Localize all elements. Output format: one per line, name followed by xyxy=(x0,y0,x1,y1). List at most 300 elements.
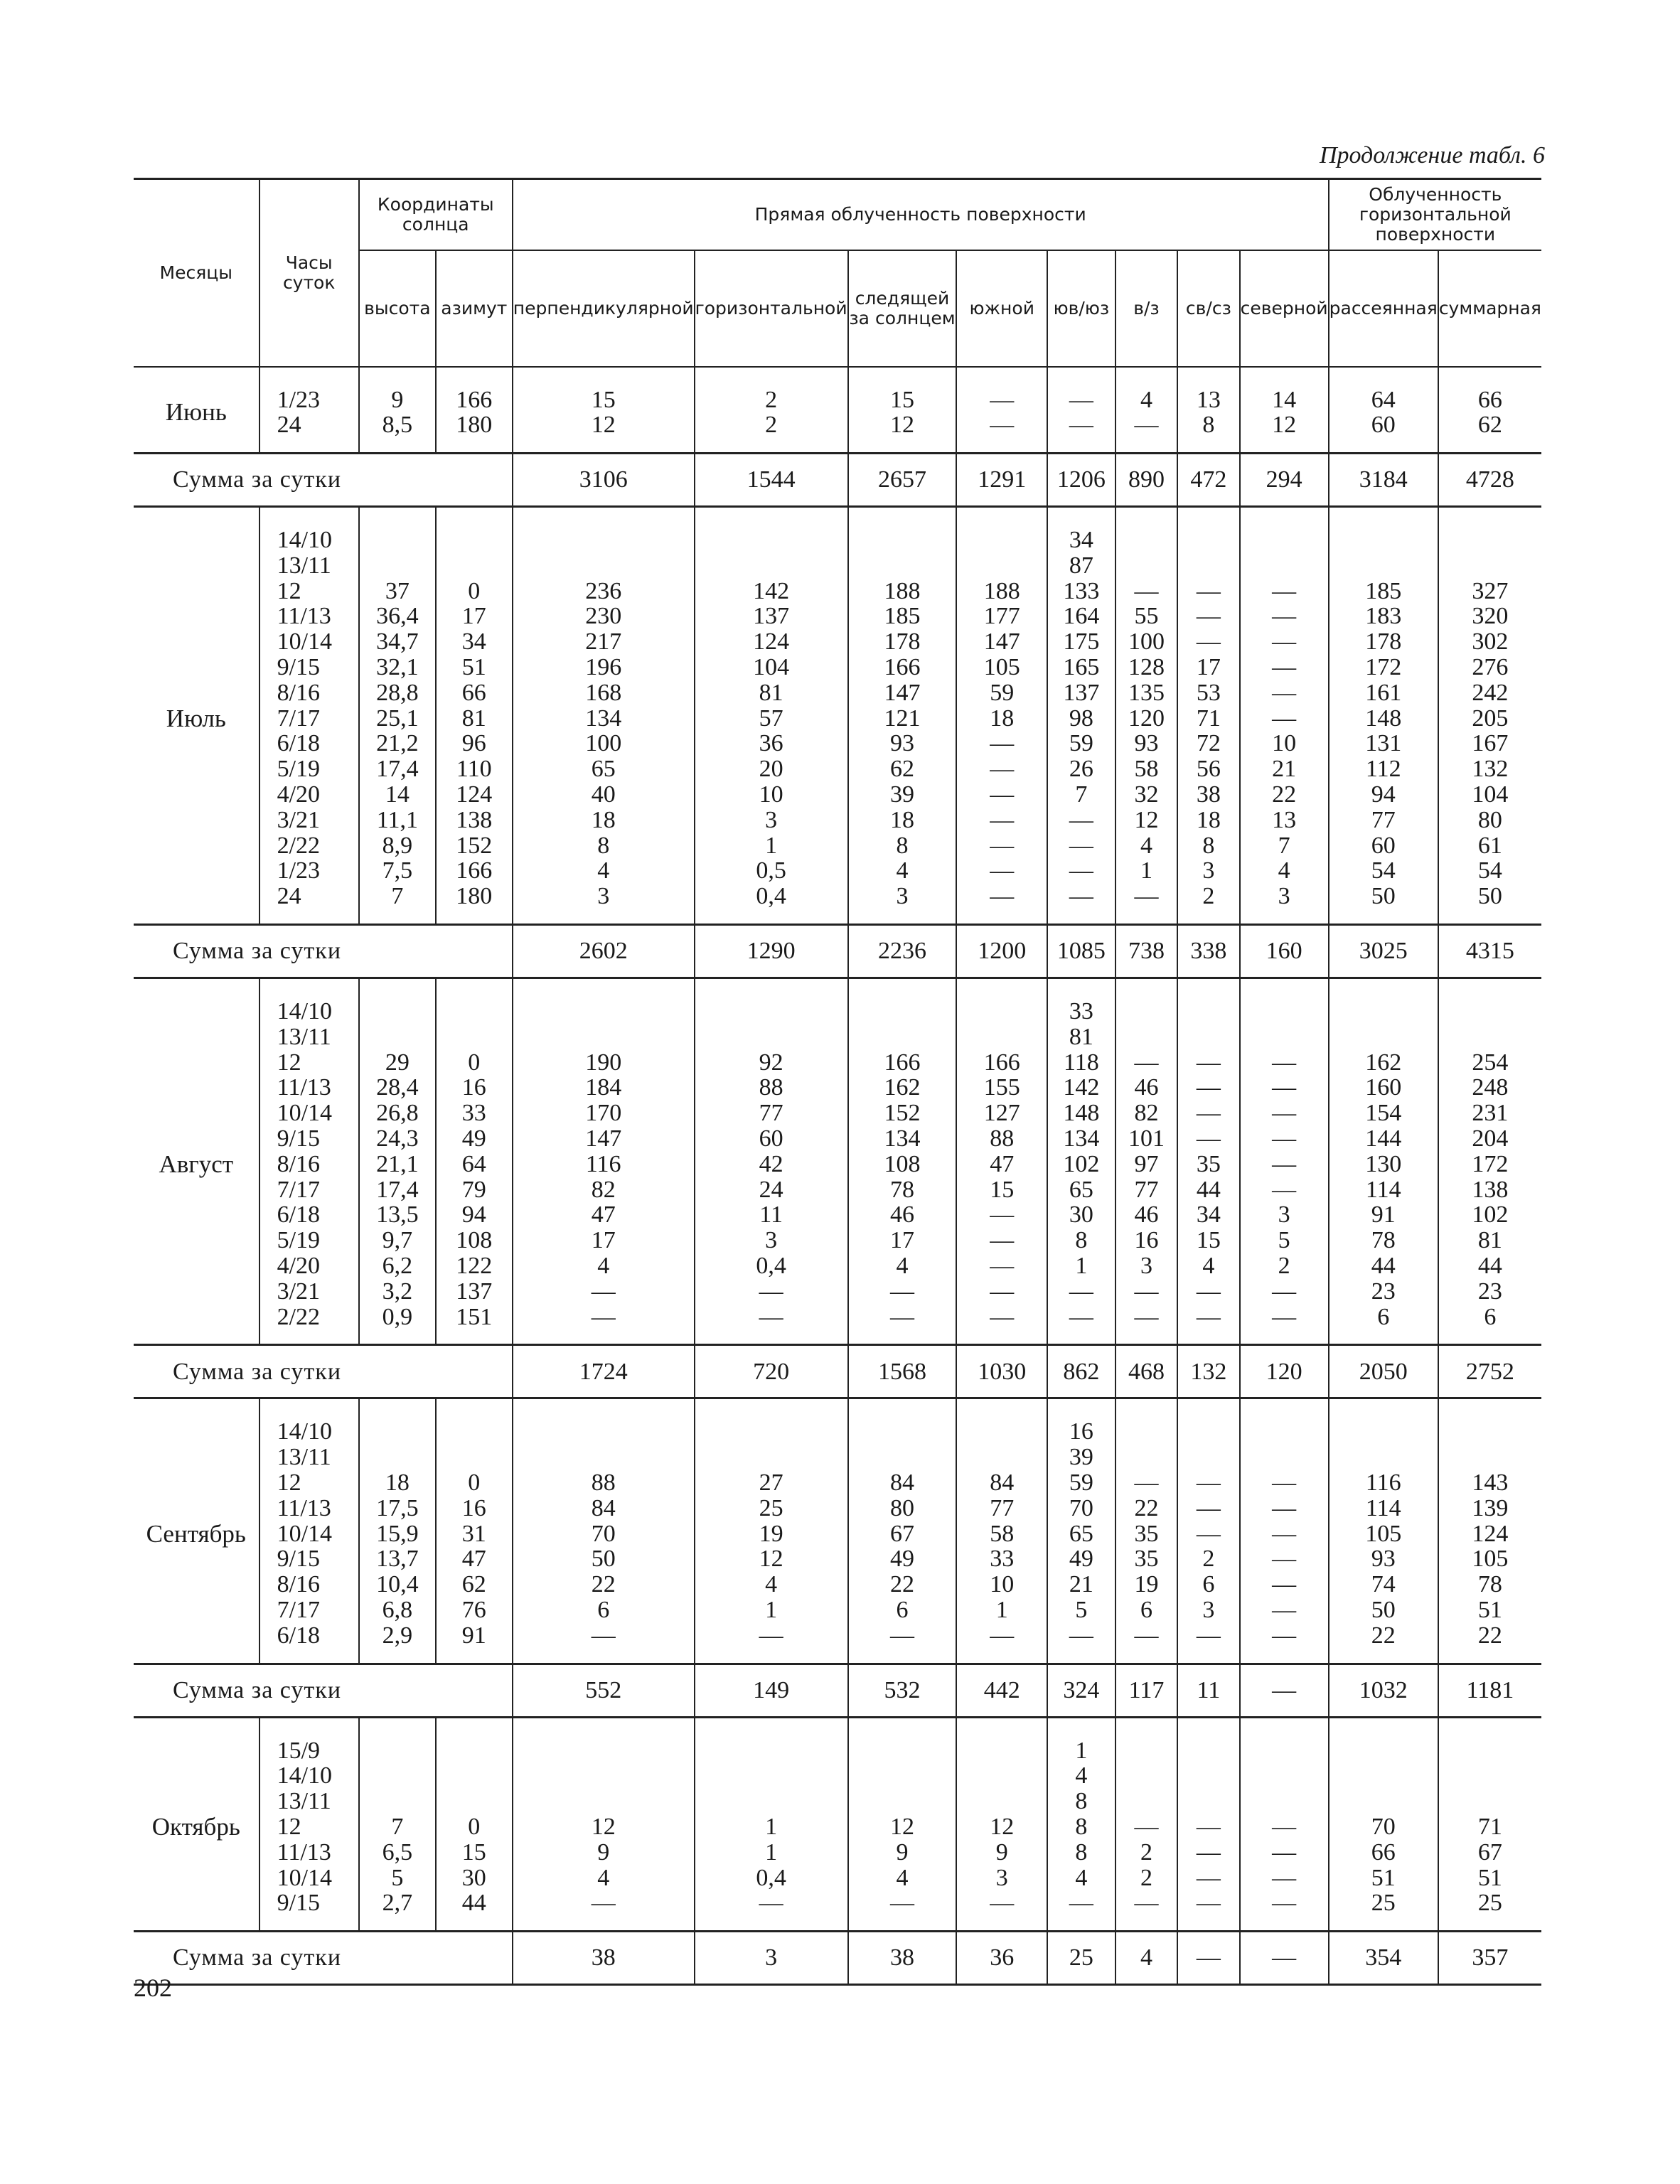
cell-value: 180 xyxy=(456,412,493,439)
daily-sum-value: 149 xyxy=(695,1664,848,1717)
cell-value xyxy=(513,1763,694,1789)
cell-value: — xyxy=(1134,1890,1159,1917)
cell-value: 22 xyxy=(1477,1622,1502,1649)
cell-value: — xyxy=(990,781,1015,808)
cell-value: — xyxy=(1272,628,1297,655)
cell-value: 1 xyxy=(765,1838,778,1866)
header-tracking: следящей за солнцем xyxy=(848,250,957,367)
cell-value: 151 xyxy=(456,1303,493,1330)
daily-sum-value: 25 xyxy=(1047,1932,1115,1985)
cell-value xyxy=(360,1789,435,1814)
cell-value xyxy=(1241,1789,1328,1814)
month-name: Июнь xyxy=(165,398,227,427)
cell-value xyxy=(437,553,512,579)
cell-value: 57 xyxy=(759,705,783,732)
cell-value xyxy=(849,1024,956,1050)
cell-value: 1 xyxy=(765,1596,778,1623)
cell-value xyxy=(1241,553,1328,579)
cell-value: 77 xyxy=(1371,806,1396,833)
cell-value: 116 xyxy=(1365,1470,1401,1496)
cell-value: — xyxy=(759,1622,783,1649)
daily-sum-value: 1724 xyxy=(513,1345,695,1398)
cell-value: 50 xyxy=(591,1546,616,1573)
cell-value: 320 xyxy=(1472,603,1509,630)
cell-value: 6/18 xyxy=(277,1622,321,1649)
cell-value: 51 xyxy=(461,654,486,681)
cell-value: — xyxy=(990,883,1015,910)
cell-value xyxy=(1116,1738,1177,1764)
month-name: Август xyxy=(159,1150,234,1178)
cell-value: 185 xyxy=(1365,577,1402,604)
cell-value xyxy=(360,1738,435,1764)
cell-value: 27 xyxy=(759,1470,783,1496)
cell-value: — xyxy=(1069,806,1093,833)
cell-value xyxy=(849,1445,956,1470)
cell-value: — xyxy=(1272,1596,1297,1623)
cell-value: 6,2 xyxy=(382,1253,413,1280)
cell-value: 6/18 xyxy=(277,730,321,757)
data-column-6 xyxy=(956,507,1047,925)
cell-value: 230 xyxy=(585,603,622,630)
cell-value: 66 xyxy=(1477,386,1502,413)
cell-value: 196 xyxy=(585,654,622,681)
cell-value: 24 xyxy=(759,1176,783,1203)
daily-sum-row xyxy=(134,1345,1541,1398)
cell-value: 124 xyxy=(753,628,790,655)
cell-value: 2 xyxy=(765,412,778,439)
cell-value: 130 xyxy=(1365,1150,1402,1177)
cell-value: 93 xyxy=(1134,730,1159,757)
cell-value: 231 xyxy=(1472,1100,1509,1127)
cell-value: 102 xyxy=(1472,1201,1509,1228)
cell-value: 204 xyxy=(1472,1125,1509,1152)
cell-value xyxy=(360,1763,435,1789)
cell-value: — xyxy=(1134,1278,1159,1305)
data-column-1 xyxy=(359,367,436,454)
cell-value: 15/9 xyxy=(277,1737,321,1764)
cell-value: 9 xyxy=(896,1838,909,1866)
cell-value: — xyxy=(990,806,1015,833)
cell-value: — xyxy=(990,1201,1015,1228)
cell-value: — xyxy=(1272,1494,1297,1521)
cell-value: 10 xyxy=(759,781,783,808)
cell-value xyxy=(360,1419,435,1445)
cell-value xyxy=(1241,1763,1328,1789)
daily-sum-value: 2050 xyxy=(1329,1345,1438,1398)
data-column-12 xyxy=(1438,1717,1541,1932)
data-column-0 xyxy=(260,1717,359,1932)
daily-sum-value: 120 xyxy=(1240,1345,1329,1398)
daily-sum-value: 4 xyxy=(1115,1932,1177,1985)
data-column-6 xyxy=(956,1398,1047,1664)
cell-value: 155 xyxy=(983,1074,1020,1101)
daily-sum-label: Сумма за сутки xyxy=(134,925,513,978)
cell-value xyxy=(1241,528,1328,553)
cell-value: 81 xyxy=(1069,1023,1093,1050)
cell-value: 6/18 xyxy=(277,1201,321,1228)
cell-value: 8 xyxy=(1075,1813,1088,1840)
daily-sum-value: 3184 xyxy=(1329,454,1438,507)
cell-value: 19 xyxy=(1134,1571,1159,1598)
cell-value: 154 xyxy=(1365,1100,1402,1127)
cell-value: 91 xyxy=(1371,1201,1396,1228)
cell-value: 15 xyxy=(1196,1227,1221,1254)
daily-sum-value: 160 xyxy=(1240,925,1329,978)
cell-value: 1 xyxy=(1140,857,1152,884)
cell-value: 4/20 xyxy=(277,781,321,808)
cell-value: — xyxy=(990,1890,1015,1917)
daily-sum-value: 4728 xyxy=(1438,454,1541,507)
data-column-1 xyxy=(359,978,436,1345)
cell-value xyxy=(1439,528,1541,553)
cell-value: 20 xyxy=(759,756,783,783)
cell-value: 3 xyxy=(1140,1253,1152,1280)
cell-value: 88 xyxy=(759,1074,783,1101)
data-column-1 xyxy=(359,1717,436,1932)
cell-value: 93 xyxy=(1371,1546,1396,1573)
cell-value: 49 xyxy=(1069,1546,1093,1573)
data-column-5 xyxy=(848,367,957,454)
cell-value: 9 xyxy=(597,1838,610,1866)
cell-value: — xyxy=(1069,857,1093,884)
data-column-3 xyxy=(513,978,695,1345)
cell-value xyxy=(1439,1763,1541,1789)
cell-value xyxy=(513,1419,694,1445)
cell-value: 81 xyxy=(461,705,486,732)
cell-value xyxy=(957,1738,1047,1764)
daily-sum-label: Сумма за сутки xyxy=(134,454,513,507)
data-column-4 xyxy=(695,978,848,1345)
header-total: суммарная xyxy=(1438,250,1541,367)
cell-value: — xyxy=(1069,1278,1093,1305)
data-column-8 xyxy=(1115,1717,1177,1932)
cell-value: 183 xyxy=(1365,603,1402,630)
cell-value: 84 xyxy=(990,1470,1015,1496)
cell-value: 35 xyxy=(1134,1520,1159,1547)
cell-value: — xyxy=(990,1227,1015,1254)
cell-value: — xyxy=(1196,1813,1221,1840)
cell-value: 0,9 xyxy=(382,1303,413,1330)
cell-value: 2/22 xyxy=(277,832,321,859)
cell-value: 134 xyxy=(585,705,622,732)
data-column-1 xyxy=(359,1398,436,1664)
header-perpendicular: перпендикулярной xyxy=(513,250,695,367)
cell-value: — xyxy=(1272,1278,1297,1305)
cell-value: 97 xyxy=(1134,1150,1159,1177)
cell-value: 217 xyxy=(585,628,622,655)
cell-value: 18 xyxy=(385,1470,410,1496)
cell-value xyxy=(1329,1445,1438,1470)
cell-value: 77 xyxy=(759,1100,783,1127)
cell-value: 59 xyxy=(1069,730,1093,757)
cell-value xyxy=(849,553,956,579)
cell-value: — xyxy=(591,1278,616,1305)
cell-value: 2,9 xyxy=(382,1622,413,1649)
cell-value: 13/11 xyxy=(277,1788,331,1815)
cell-value: 170 xyxy=(585,1100,622,1127)
cell-value: — xyxy=(1272,654,1297,681)
cell-value: 72 xyxy=(1196,730,1221,757)
cell-value: 50 xyxy=(1371,883,1396,910)
cell-value: 21,2 xyxy=(376,730,419,757)
cell-value: 65 xyxy=(1069,1520,1093,1547)
cell-value: 21 xyxy=(1272,756,1297,783)
cell-value: — xyxy=(1069,883,1093,910)
cell-value: — xyxy=(1272,1864,1297,1891)
cell-value: 71 xyxy=(1196,705,1221,732)
cell-value: 8,5 xyxy=(382,412,413,439)
cell-value: — xyxy=(1272,1520,1297,1547)
cell-value: 22 xyxy=(1134,1494,1159,1521)
data-column-10 xyxy=(1240,1717,1329,1932)
daily-sum-value: 11 xyxy=(1177,1664,1239,1717)
cell-value: 80 xyxy=(889,1494,914,1521)
cell-value xyxy=(1178,553,1238,579)
cell-value: 0,4 xyxy=(756,1864,786,1891)
cell-value: 35 xyxy=(1134,1546,1159,1573)
cell-value: 114 xyxy=(1365,1176,1401,1203)
cell-value: — xyxy=(1196,628,1221,655)
cell-value: 34 xyxy=(1196,1201,1221,1228)
cell-value xyxy=(1439,1024,1541,1050)
cell-value xyxy=(437,1419,512,1445)
cell-value: — xyxy=(1196,1470,1221,1496)
cell-value: 26 xyxy=(1069,756,1093,783)
cell-value: 9/15 xyxy=(277,1125,321,1152)
cell-value: — xyxy=(1272,577,1297,604)
cell-value: — xyxy=(1272,1100,1297,1127)
cell-value: 7/17 xyxy=(277,705,321,732)
cell-value xyxy=(1329,1763,1438,1789)
cell-value: 2 xyxy=(765,386,778,413)
cell-value: — xyxy=(1134,1049,1159,1076)
cell-value: — xyxy=(1069,386,1093,413)
cell-value: 116 xyxy=(585,1150,621,1177)
cell-value: 38 xyxy=(1196,781,1221,808)
cell-value: 62 xyxy=(889,756,914,783)
cell-value: 7 xyxy=(391,883,404,910)
header-horiz-irr: Облученность горизонтальной поверхности xyxy=(1329,179,1541,250)
daily-sum-value: 324 xyxy=(1047,1664,1115,1717)
cell-value: 160 xyxy=(1365,1074,1402,1101)
cell-value: 4 xyxy=(1075,1762,1088,1789)
cell-value: 152 xyxy=(456,832,493,859)
cell-value: 39 xyxy=(889,781,914,808)
cell-value: 10 xyxy=(1272,730,1297,757)
cell-value: 67 xyxy=(1477,1838,1502,1866)
data-column-7 xyxy=(1047,1398,1115,1664)
header-azimuth: азимут xyxy=(436,250,513,367)
cell-value xyxy=(513,1024,694,1050)
cell-value: 101 xyxy=(1128,1125,1165,1152)
daily-sum-value: — xyxy=(1240,1664,1329,1717)
data-column-7 xyxy=(1047,367,1115,454)
cell-value xyxy=(1329,999,1438,1024)
data-column-11 xyxy=(1329,978,1438,1345)
cell-value: 12 xyxy=(277,1470,301,1496)
irradiance-table xyxy=(134,178,1541,1986)
cell-value: 16 xyxy=(1069,1418,1093,1445)
month-name: Сентябрь xyxy=(146,1519,246,1548)
cell-value xyxy=(849,999,956,1024)
cell-value: 2,7 xyxy=(382,1890,413,1917)
cell-value xyxy=(1178,1738,1238,1764)
cell-value xyxy=(513,528,694,553)
cell-value: 276 xyxy=(1472,654,1509,681)
cell-value: 10/14 xyxy=(277,1100,333,1127)
cell-value: 12 xyxy=(277,1049,301,1076)
cell-value xyxy=(849,1738,956,1764)
data-column-12 xyxy=(1438,978,1541,1345)
cell-value: 13/11 xyxy=(277,1444,331,1471)
cell-value: 6 xyxy=(1484,1303,1497,1330)
daily-sum-value: 2752 xyxy=(1438,1345,1541,1398)
cell-value: 15 xyxy=(591,386,616,413)
cell-value: 104 xyxy=(1472,781,1509,808)
cell-value: 4 xyxy=(896,1864,909,1891)
cell-value: 12 xyxy=(1134,806,1159,833)
cell-value: 96 xyxy=(461,730,486,757)
cell-value: 88 xyxy=(990,1125,1015,1152)
cell-value xyxy=(1178,1419,1238,1445)
cell-value: — xyxy=(1272,1813,1297,1840)
cell-value: 184 xyxy=(585,1074,622,1101)
cell-value xyxy=(513,1789,694,1814)
cell-value xyxy=(513,1445,694,1470)
cell-value: 31 xyxy=(461,1520,486,1547)
cell-value: 127 xyxy=(983,1100,1020,1127)
data-column-4 xyxy=(695,1398,848,1664)
cell-value: 142 xyxy=(753,577,790,604)
cell-value: 152 xyxy=(884,1100,921,1127)
cell-value: — xyxy=(1134,1813,1159,1840)
cell-value: — xyxy=(990,832,1015,859)
cell-value: — xyxy=(591,1622,616,1649)
cell-value: 70 xyxy=(1069,1494,1093,1521)
daily-sum-row xyxy=(134,925,1541,978)
cell-value: 8/16 xyxy=(277,1571,321,1598)
cell-value: 2 xyxy=(1202,883,1215,910)
daily-sum-value: 2602 xyxy=(513,925,695,978)
cell-value: 112 xyxy=(1365,756,1401,783)
cell-value: 64 xyxy=(1371,386,1396,413)
daily-sum-value: 2657 xyxy=(848,454,957,507)
cell-value xyxy=(360,1024,435,1050)
header-horizontal: горизонтальной xyxy=(695,250,848,367)
daily-sum-value: 3 xyxy=(695,1932,848,1985)
daily-sum-value: 1206 xyxy=(1047,454,1115,507)
cell-value: 87 xyxy=(1069,552,1093,579)
cell-value: 46 xyxy=(889,1201,914,1228)
cell-value: — xyxy=(1196,1494,1221,1521)
cell-value xyxy=(1439,1419,1541,1445)
cell-value: 166 xyxy=(884,1049,921,1076)
cell-value: 92 xyxy=(759,1049,783,1076)
data-column-9 xyxy=(1177,978,1239,1345)
cell-value: — xyxy=(1272,1125,1297,1152)
cell-value: 49 xyxy=(461,1125,486,1152)
cell-value: 4 xyxy=(896,1253,909,1280)
cell-value xyxy=(957,1763,1047,1789)
cell-value: — xyxy=(990,730,1015,757)
cell-value: 0 xyxy=(468,1813,481,1840)
cell-value: — xyxy=(759,1278,783,1305)
cell-value: 12 xyxy=(889,1813,914,1840)
cell-value: 21,1 xyxy=(376,1150,419,1177)
cell-value: 16 xyxy=(461,1074,486,1101)
cell-value: 168 xyxy=(585,679,622,706)
data-column-5 xyxy=(848,978,957,1345)
data-column-7 xyxy=(1047,978,1115,1345)
cell-value: 44 xyxy=(1477,1253,1502,1280)
cell-value xyxy=(513,1738,694,1764)
daily-sum-value: 1181 xyxy=(1438,1664,1541,1717)
cell-value: 138 xyxy=(1472,1176,1509,1203)
cell-value: 6 xyxy=(1202,1571,1215,1598)
cell-value: 6 xyxy=(1140,1596,1152,1623)
cell-value: 26,8 xyxy=(376,1100,419,1127)
cell-value: 4 xyxy=(1075,1864,1088,1891)
cell-value: 5/19 xyxy=(277,756,321,783)
cell-value: 134 xyxy=(884,1125,921,1152)
cell-value xyxy=(1329,1738,1438,1764)
data-column-0 xyxy=(260,507,359,925)
cell-value: 3/21 xyxy=(277,1278,321,1305)
cell-value xyxy=(437,1789,512,1814)
cell-value: 12 xyxy=(1272,412,1297,439)
cell-value: 104 xyxy=(753,654,790,681)
cell-value: — xyxy=(591,1303,616,1330)
cell-value: 188 xyxy=(884,577,921,604)
daily-sum-value: 720 xyxy=(695,1345,848,1398)
cell-value: — xyxy=(889,1622,914,1649)
cell-value: 7,5 xyxy=(382,857,413,884)
cell-value xyxy=(695,999,847,1024)
data-column-3 xyxy=(513,1717,695,1932)
cell-value: 236 xyxy=(585,577,622,604)
cell-value: — xyxy=(759,1890,783,1917)
cell-value: 4 xyxy=(1202,1253,1215,1280)
cell-value: 37 xyxy=(385,577,410,604)
cell-value: 35 xyxy=(1196,1150,1221,1177)
cell-value: 70 xyxy=(591,1520,616,1547)
cell-value: 12 xyxy=(990,1813,1015,1840)
data-column-2 xyxy=(436,507,513,925)
cell-value: 22 xyxy=(889,1571,914,1598)
data-column-5 xyxy=(848,1398,957,1664)
cell-value: 118 xyxy=(1064,1049,1099,1076)
daily-sum-value: 132 xyxy=(1177,1345,1239,1398)
cell-value: 137 xyxy=(753,603,790,630)
cell-value: 82 xyxy=(1134,1100,1159,1127)
cell-value: 3 xyxy=(1278,1201,1290,1228)
cell-value: 8 xyxy=(1075,1227,1088,1254)
cell-value xyxy=(1178,528,1238,553)
cell-value: 133 xyxy=(1063,577,1100,604)
cell-value: 22 xyxy=(591,1571,616,1598)
cell-value xyxy=(437,1763,512,1789)
cell-value: 13,5 xyxy=(376,1201,419,1228)
cell-value: 91 xyxy=(461,1622,486,1649)
cell-value: 2 xyxy=(1202,1546,1215,1573)
cell-value: 51 xyxy=(1477,1596,1502,1623)
cell-value xyxy=(1178,999,1238,1024)
cell-value: — xyxy=(1196,577,1221,604)
cell-value: 124 xyxy=(1472,1520,1509,1547)
cell-value: 1 xyxy=(1075,1737,1088,1764)
cell-value: 77 xyxy=(1134,1176,1159,1203)
cell-value xyxy=(695,1789,847,1814)
